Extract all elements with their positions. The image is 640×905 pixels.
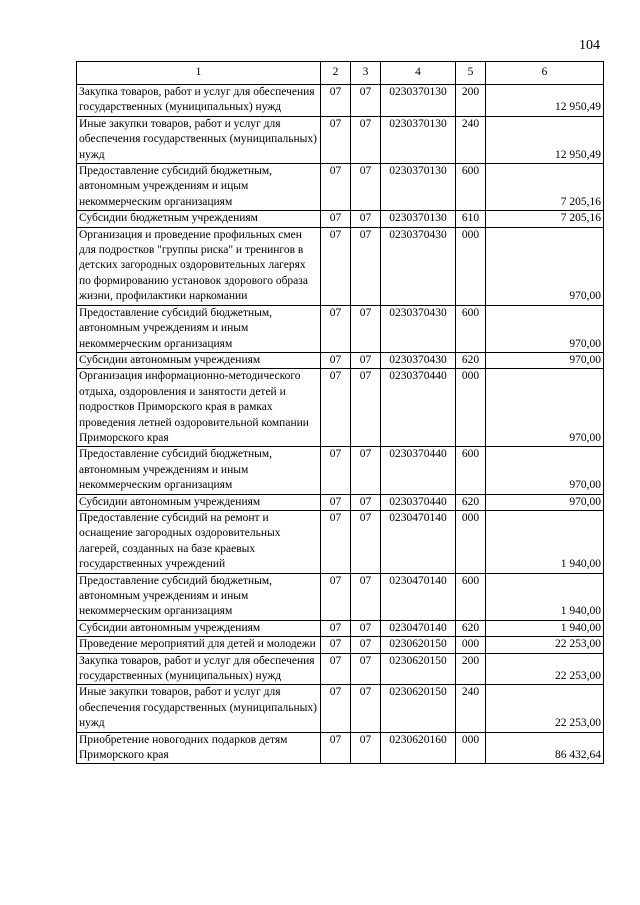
row-section: 07 bbox=[321, 637, 351, 653]
row-amount: 970,00 bbox=[486, 369, 604, 447]
row-target-article: 0230370440 bbox=[381, 369, 456, 447]
row-amount: 970,00 bbox=[486, 494, 604, 510]
row-section: 07 bbox=[321, 510, 351, 573]
table-row bbox=[77, 732, 604, 764]
row-expense-type: 600 bbox=[456, 447, 486, 494]
row-amount: 1 940,00 bbox=[486, 620, 604, 636]
row-expense-type: 000 bbox=[456, 369, 486, 447]
row-section: 07 bbox=[321, 620, 351, 636]
row-target-article: 0230370440 bbox=[381, 447, 456, 494]
row-subsection: 07 bbox=[351, 637, 381, 653]
row-subsection: 07 bbox=[351, 573, 381, 620]
row-section: 07 bbox=[321, 116, 351, 163]
row-name: Предоставление субсидий бюджетным, автономным учреждениям и иным некоммерческим организациям bbox=[77, 573, 321, 620]
row-name: Закупка товаров, работ и услуг для обеспечения государственных (муниципальных) нужд bbox=[77, 653, 321, 685]
table-row bbox=[77, 494, 604, 510]
row-amount: 22 253,00 bbox=[486, 637, 604, 653]
row-target-article: 0230370130 bbox=[381, 85, 456, 117]
row-subsection: 07 bbox=[351, 620, 381, 636]
row-amount: 7 205,16 bbox=[486, 164, 604, 211]
table-body bbox=[77, 85, 604, 764]
row-name: Предоставление субсидий бюджетным, автономным учреждениям и иным некоммерческим организациям bbox=[77, 447, 321, 494]
row-section: 07 bbox=[321, 164, 351, 211]
table-row bbox=[77, 352, 604, 368]
row-expense-type: 000 bbox=[456, 637, 486, 653]
row-subsection: 07 bbox=[351, 227, 381, 305]
header-col-1: 1 bbox=[77, 62, 321, 85]
row-target-article: 0230620160 bbox=[381, 732, 456, 764]
row-amount: 86 432,64 bbox=[486, 732, 604, 764]
row-amount: 12 950,49 bbox=[486, 116, 604, 163]
row-name: Иные закупки товаров, работ и услуг для обеспечения государственных (муниципальных) нужд bbox=[77, 685, 321, 732]
row-target-article: 0230370430 bbox=[381, 352, 456, 368]
row-subsection: 07 bbox=[351, 653, 381, 685]
row-amount: 970,00 bbox=[486, 305, 604, 352]
row-expense-type: 200 bbox=[456, 653, 486, 685]
row-amount: 970,00 bbox=[486, 352, 604, 368]
row-target-article: 0230470140 bbox=[381, 620, 456, 636]
row-name: Субсидии бюджетным учреждениям bbox=[77, 211, 321, 227]
row-subsection: 07 bbox=[351, 85, 381, 117]
row-expense-type: 000 bbox=[456, 227, 486, 305]
row-name: Предоставление субсидий на ремонт и оснащение загородных оздоровительных лагерей, созданных на базе краевых государственных учреждений bbox=[77, 510, 321, 573]
row-subsection: 07 bbox=[351, 494, 381, 510]
row-name: Иные закупки товаров, работ и услуг для обеспечения государственных (муниципальных) нужд bbox=[77, 116, 321, 163]
row-section: 07 bbox=[321, 211, 351, 227]
row-target-article: 0230370130 bbox=[381, 164, 456, 211]
row-expense-type: 600 bbox=[456, 305, 486, 352]
table-header-row bbox=[77, 62, 604, 85]
table-row bbox=[77, 305, 604, 352]
row-section: 07 bbox=[321, 653, 351, 685]
row-expense-type: 610 bbox=[456, 211, 486, 227]
row-expense-type: 000 bbox=[456, 510, 486, 573]
row-subsection: 07 bbox=[351, 352, 381, 368]
row-section: 07 bbox=[321, 685, 351, 732]
row-expense-type: 620 bbox=[456, 494, 486, 510]
row-expense-type: 200 bbox=[456, 85, 486, 117]
row-section: 07 bbox=[321, 447, 351, 494]
row-target-article: 0230370430 bbox=[381, 305, 456, 352]
header-col-4: 4 bbox=[381, 62, 456, 85]
row-subsection: 07 bbox=[351, 211, 381, 227]
row-target-article: 0230470140 bbox=[381, 510, 456, 573]
row-amount: 1 940,00 bbox=[486, 510, 604, 573]
row-name: Закупка товаров, работ и услуг для обеспечения государственных (муниципальных) нужд bbox=[77, 85, 321, 117]
table-row bbox=[77, 685, 604, 732]
row-subsection: 07 bbox=[351, 164, 381, 211]
row-target-article: 0230370430 bbox=[381, 227, 456, 305]
row-expense-type: 600 bbox=[456, 573, 486, 620]
row-name: Субсидии автономным учреждениям bbox=[77, 352, 321, 368]
row-section: 07 bbox=[321, 85, 351, 117]
table-row bbox=[77, 211, 604, 227]
row-section: 07 bbox=[321, 305, 351, 352]
row-subsection: 07 bbox=[351, 510, 381, 573]
row-expense-type: 240 bbox=[456, 116, 486, 163]
row-section: 07 bbox=[321, 732, 351, 764]
row-amount: 22 253,00 bbox=[486, 653, 604, 685]
row-name: Предоставление субсидий бюджетным, автономным учреждениям и ицым некоммерческим организациям bbox=[77, 164, 321, 211]
row-target-article: 0230470140 bbox=[381, 573, 456, 620]
row-name: Приобретение новогодних подарков детям Приморского края bbox=[77, 732, 321, 764]
row-target-article: 0230370440 bbox=[381, 494, 456, 510]
row-subsection: 07 bbox=[351, 369, 381, 447]
row-expense-type: 000 bbox=[456, 732, 486, 764]
table-row bbox=[77, 637, 604, 653]
row-subsection: 07 bbox=[351, 685, 381, 732]
row-expense-type: 620 bbox=[456, 352, 486, 368]
row-amount: 970,00 bbox=[486, 447, 604, 494]
row-subsection: 07 bbox=[351, 305, 381, 352]
row-amount: 12 950,49 bbox=[486, 85, 604, 117]
row-subsection: 07 bbox=[351, 447, 381, 494]
header-col-5: 5 bbox=[456, 62, 486, 85]
row-subsection: 07 bbox=[351, 732, 381, 764]
row-amount: 22 253,00 bbox=[486, 685, 604, 732]
row-subsection: 07 bbox=[351, 116, 381, 163]
table-row bbox=[77, 85, 604, 117]
row-name: Организация информационно-методического отдыха, оздоровления и занятости детей и подростков Приморского края в рамках проведения летней оздоровительной компании Приморского края bbox=[77, 369, 321, 447]
row-target-article: 0230620150 bbox=[381, 685, 456, 732]
row-section: 07 bbox=[321, 369, 351, 447]
header-col-2: 2 bbox=[321, 62, 351, 85]
table-row bbox=[77, 620, 604, 636]
row-target-article: 0230370130 bbox=[381, 211, 456, 227]
row-section: 07 bbox=[321, 494, 351, 510]
budget-table bbox=[76, 61, 604, 764]
row-amount: 970,00 bbox=[486, 227, 604, 305]
table-row bbox=[77, 653, 604, 685]
table-row bbox=[77, 573, 604, 620]
row-amount: 7 205,16 bbox=[486, 211, 604, 227]
row-section: 07 bbox=[321, 227, 351, 305]
table-row bbox=[77, 369, 604, 447]
row-name: Субсидии автономным учреждениям bbox=[77, 620, 321, 636]
row-name: Предоставление субсидий бюджетным, автономным учреждениям и иным некоммерческим организациям bbox=[77, 305, 321, 352]
page-number: 104 bbox=[579, 38, 600, 53]
row-name: Организация и проведение профильных смен для подростков "группы риска" и тренингов в детских загородных оздоровительных лагерях по формированию установок здорового образа жизни, профилактики наркомании bbox=[77, 227, 321, 305]
row-name: Субсидии автономным учреждениям bbox=[77, 494, 321, 510]
table-row bbox=[77, 510, 604, 573]
table-row bbox=[77, 164, 604, 211]
row-target-article: 0230370130 bbox=[381, 116, 456, 163]
row-target-article: 0230620150 bbox=[381, 637, 456, 653]
table-row bbox=[77, 447, 604, 494]
header-col-3: 3 bbox=[351, 62, 381, 85]
row-section: 07 bbox=[321, 573, 351, 620]
table-row bbox=[77, 227, 604, 305]
row-name: Проведение мероприятий для детей и молодежи bbox=[77, 637, 321, 653]
row-target-article: 0230620150 bbox=[381, 653, 456, 685]
row-amount: 1 940,00 bbox=[486, 573, 604, 620]
header-col-6: 6 bbox=[486, 62, 604, 85]
row-section: 07 bbox=[321, 352, 351, 368]
row-expense-type: 240 bbox=[456, 685, 486, 732]
row-expense-type: 620 bbox=[456, 620, 486, 636]
row-expense-type: 600 bbox=[456, 164, 486, 211]
table-row bbox=[77, 116, 604, 163]
